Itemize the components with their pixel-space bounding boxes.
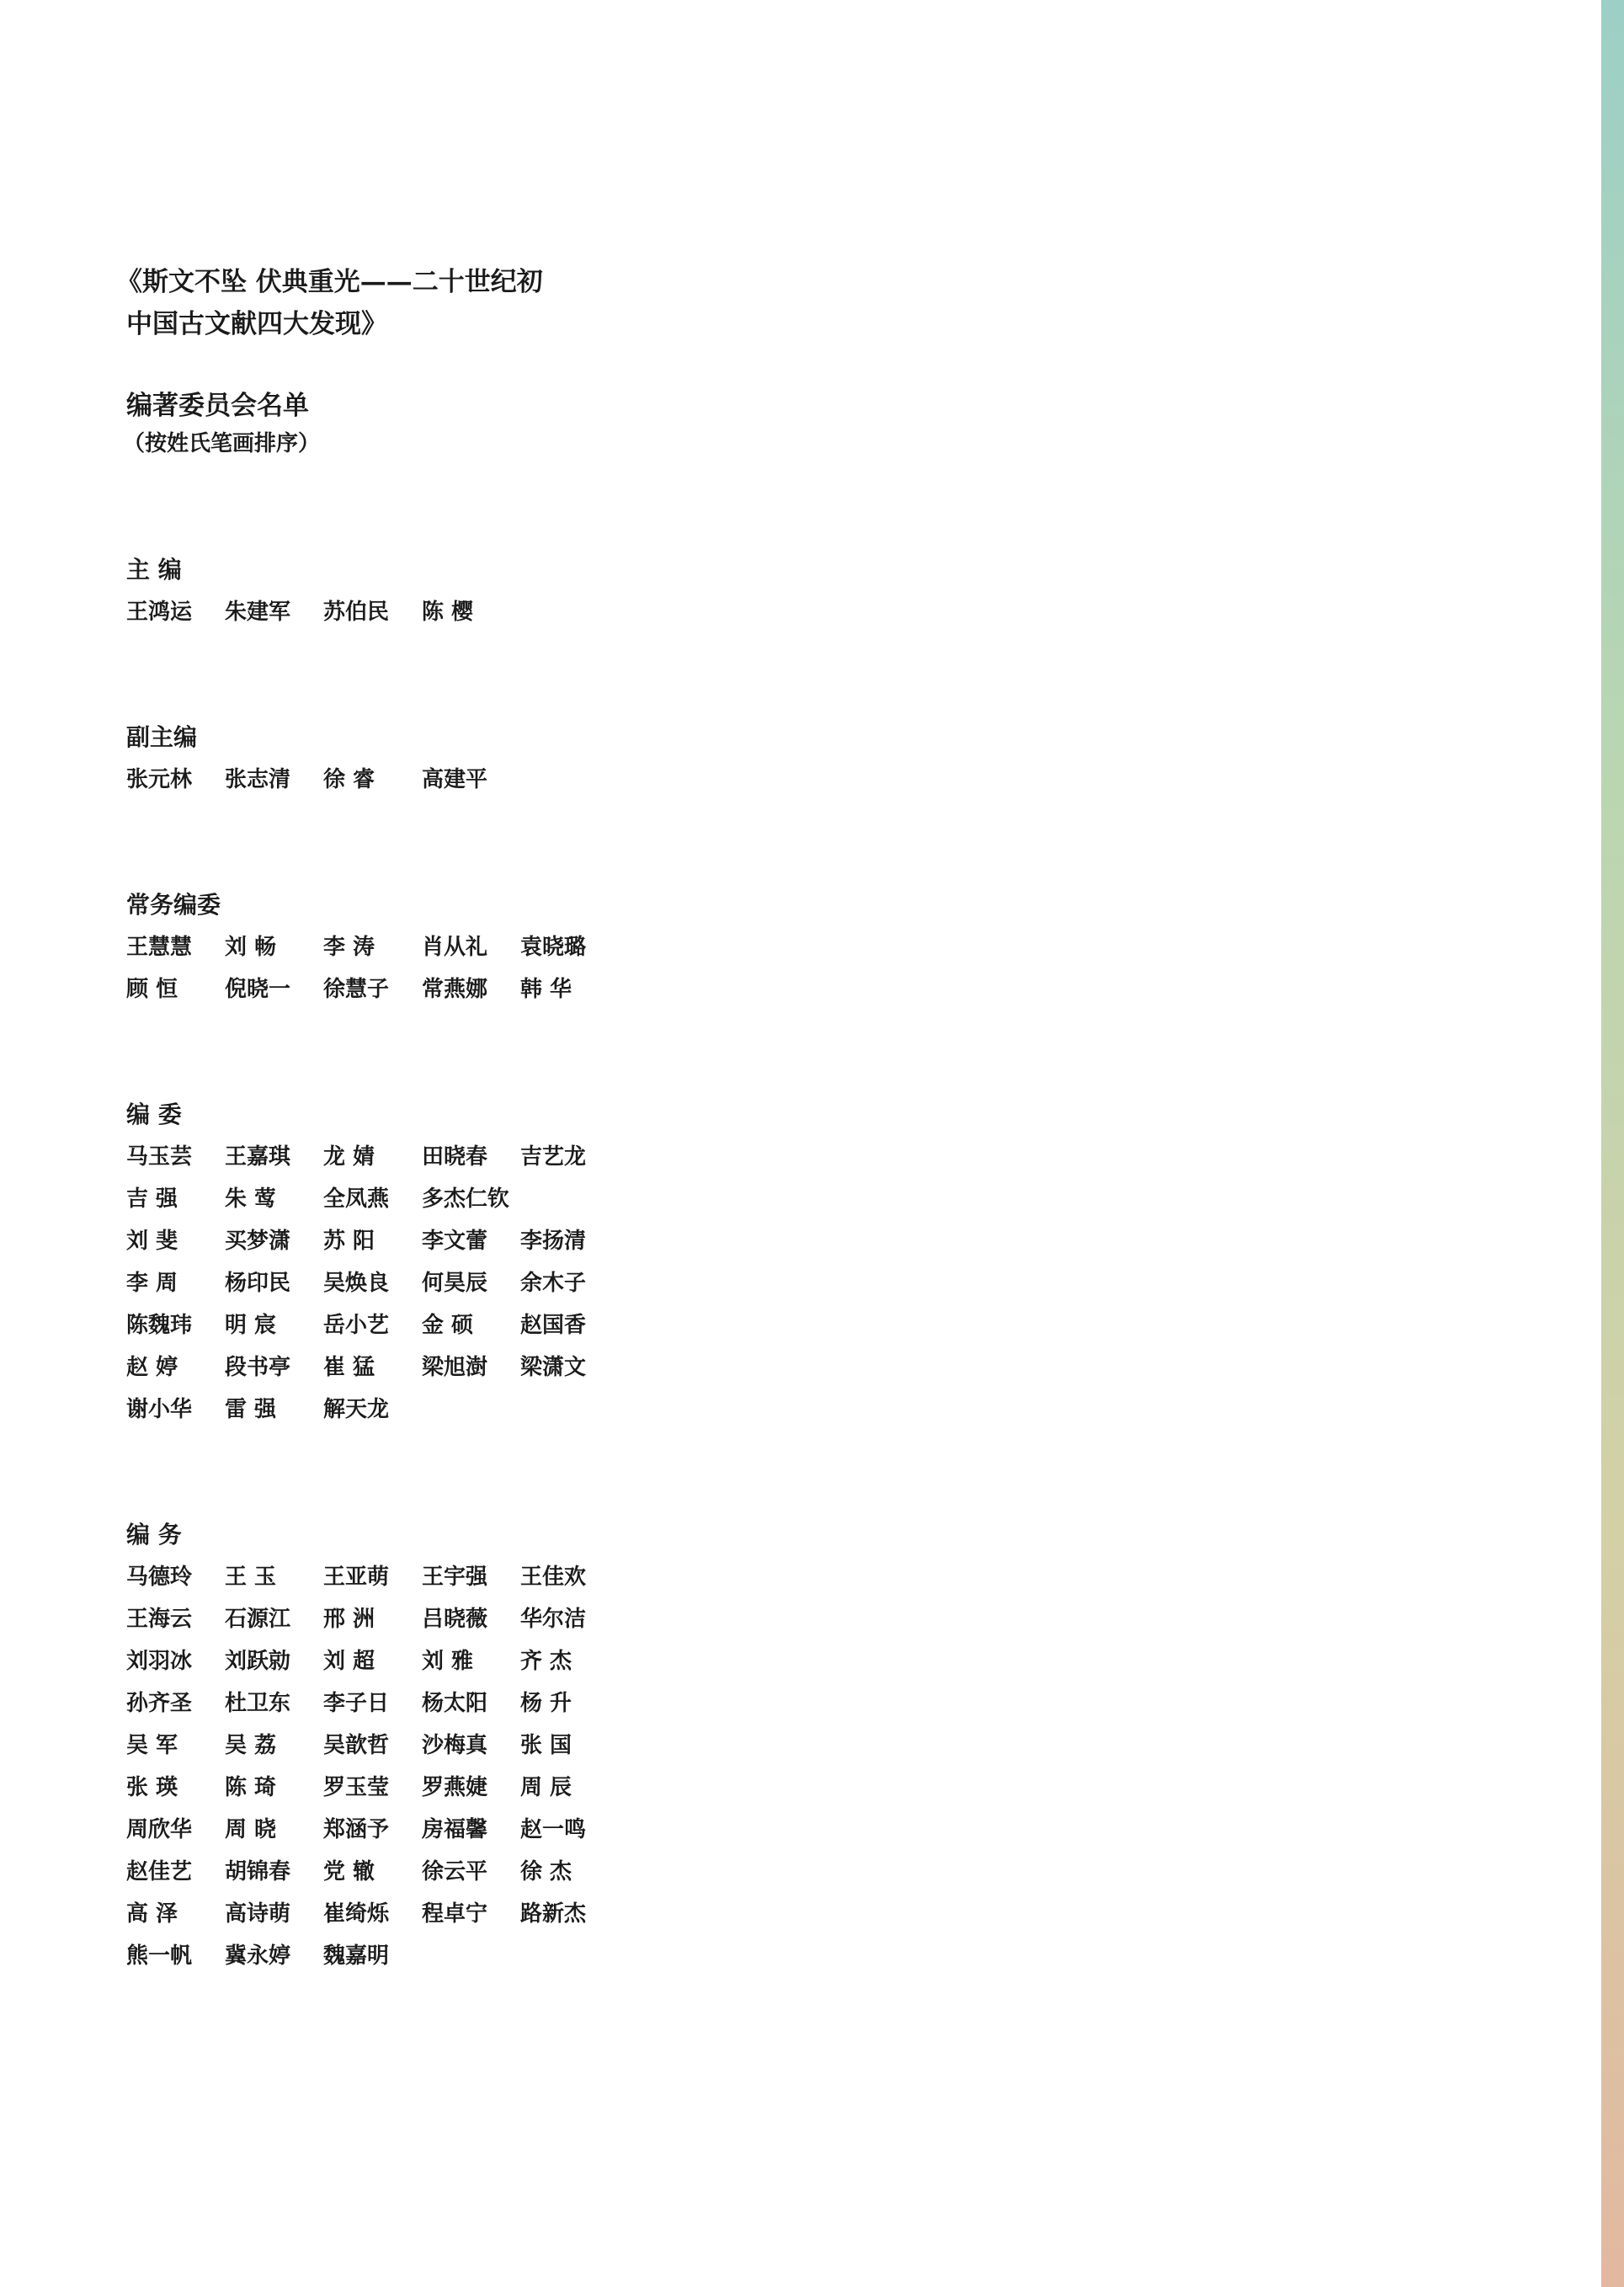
person-name: 王 玉 [225, 1565, 277, 1590]
person-name: 徐慧子 [323, 977, 390, 1002]
person-name: 赵一鸣 [520, 1817, 587, 1842]
person-name: 张元林 [126, 767, 193, 792]
person-name: 陈 樱 [422, 600, 474, 625]
person-name: 邢 洲 [323, 1607, 375, 1632]
person-name: 徐 睿 [323, 767, 375, 792]
person-name: 袁晓璐 [520, 935, 587, 960]
section-executive-editors [126, 884, 884, 1010]
person-name: 马玉芸 [126, 1144, 193, 1170]
person-name: 肖从礼 [422, 935, 488, 960]
person-name: 明 宸 [225, 1313, 277, 1338]
person-name: 路新杰 [520, 1901, 587, 1927]
person-name: 王宇强 [422, 1565, 488, 1590]
person-name: 周 辰 [520, 1775, 572, 1800]
book-title-line-1: 《斯文不坠 伏典重光——二十世纪初 [116, 267, 543, 297]
person-name: 赵 婷 [126, 1355, 178, 1380]
person-name: 房福馨 [422, 1817, 488, 1842]
person-name: 刘 畅 [225, 935, 277, 960]
person-name: 胡锦春 [225, 1859, 291, 1885]
person-name: 徐 杰 [520, 1859, 572, 1885]
person-name: 吕晓薇 [422, 1607, 488, 1632]
person-name: 吴歆哲 [323, 1733, 390, 1758]
name-list [126, 1136, 884, 1431]
section-title: 编 委 [126, 1101, 182, 1128]
person-name: 韩 华 [520, 977, 572, 1002]
person-name: 朱 莺 [225, 1186, 277, 1212]
name-list [126, 591, 884, 633]
committee-title: 编著委员会名单 [126, 391, 309, 421]
name-list [126, 759, 884, 801]
person-name: 陈 琦 [225, 1775, 277, 1800]
person-name: 顾 恒 [126, 977, 178, 1002]
person-name: 刘羽冰 [126, 1649, 193, 1674]
decorative-side-bar [1601, 0, 1624, 2287]
person-name: 金 硕 [422, 1313, 474, 1338]
person-name: 崔 猛 [323, 1355, 375, 1380]
person-name: 梁潇文 [520, 1355, 587, 1380]
person-name: 孙齐圣 [126, 1691, 193, 1716]
person-name: 龙 婧 [323, 1144, 375, 1170]
person-name: 李 周 [126, 1271, 178, 1296]
person-name: 石源江 [225, 1607, 291, 1632]
section-title: 常务编委 [126, 891, 221, 919]
person-name: 梁旭澍 [422, 1355, 488, 1380]
person-name: 王慧慧 [126, 935, 193, 960]
person-name: 高建平 [422, 767, 488, 792]
person-name: 罗燕婕 [422, 1775, 488, 1800]
person-name: 王佳欢 [520, 1565, 587, 1590]
person-name: 刘 雅 [422, 1649, 474, 1674]
person-name: 周欣华 [126, 1817, 193, 1842]
person-name: 余木子 [520, 1271, 587, 1296]
person-name: 吉艺龙 [520, 1144, 587, 1170]
person-name: 马德玲 [126, 1565, 193, 1590]
book-title-line-2: 中国古文献四大发现》 [126, 309, 387, 339]
person-name: 杜卫东 [225, 1691, 291, 1716]
section-title: 编 务 [126, 1521, 182, 1549]
person-name: 陈魏玮 [126, 1313, 193, 1338]
person-name: 高诗萌 [225, 1901, 291, 1927]
person-name: 魏嘉明 [323, 1943, 390, 1969]
person-name: 吴 军 [126, 1733, 178, 1758]
person-name: 熊一帆 [126, 1943, 193, 1969]
person-name: 倪晓一 [225, 977, 291, 1002]
person-name: 赵国香 [520, 1313, 587, 1338]
person-name: 程卓宁 [422, 1901, 488, 1927]
name-list [126, 926, 884, 1010]
person-name: 苏伯民 [323, 600, 390, 625]
person-name: 李文蕾 [422, 1229, 488, 1254]
person-name: 刘 超 [323, 1649, 375, 1674]
person-name: 朱建军 [225, 600, 291, 625]
name-list [126, 1556, 884, 1977]
person-name: 岳小艺 [323, 1313, 390, 1338]
person-name: 王亚萌 [323, 1565, 390, 1590]
page-content [116, 261, 884, 1977]
person-name: 全凤燕 [323, 1186, 390, 1212]
book-title [116, 261, 884, 345]
person-name: 苏 阳 [323, 1229, 375, 1254]
person-name: 冀永婷 [225, 1943, 291, 1969]
person-name: 何昊辰 [422, 1271, 488, 1296]
person-name: 常燕娜 [422, 977, 488, 1002]
person-name: 吴 荔 [225, 1733, 277, 1758]
person-name: 谢小华 [126, 1397, 193, 1422]
person-name: 李子日 [323, 1691, 390, 1716]
person-name: 吉 强 [126, 1186, 178, 1212]
person-name: 齐 杰 [520, 1649, 572, 1674]
person-name: 李扬清 [520, 1229, 587, 1254]
section-chief-editors [126, 549, 884, 633]
person-name: 沙梅真 [422, 1733, 488, 1758]
person-name: 杨 升 [520, 1691, 572, 1716]
person-name: 张 瑛 [126, 1775, 178, 1800]
person-name: 王海云 [126, 1607, 193, 1632]
person-name: 段书亭 [225, 1355, 291, 1380]
person-name: 多杰仁钦 [422, 1186, 510, 1212]
person-name: 华尔洁 [520, 1607, 587, 1632]
person-name: 田晓春 [422, 1144, 488, 1170]
sort-note: （按姓氏笔画排序） [123, 431, 321, 456]
section-deputy-chief-editors [126, 717, 884, 801]
person-name: 吴焕良 [323, 1271, 390, 1296]
person-name: 赵佳艺 [126, 1859, 193, 1885]
person-name: 张志清 [225, 767, 291, 792]
section-editorial-board [126, 1094, 884, 1431]
person-name: 周 晓 [225, 1817, 277, 1842]
person-name: 王嘉琪 [225, 1144, 291, 1170]
person-name: 杨太阳 [422, 1691, 488, 1716]
person-name: 买梦潇 [225, 1229, 291, 1254]
person-name: 张 国 [520, 1733, 572, 1758]
section-editorial-affairs [126, 1514, 884, 1977]
person-name: 罗玉莹 [323, 1775, 390, 1800]
person-name: 崔绮烁 [323, 1901, 390, 1927]
person-name: 李 涛 [323, 935, 375, 960]
person-name: 徐云平 [422, 1859, 488, 1885]
person-name: 解天龙 [323, 1397, 390, 1422]
section-title: 主 编 [126, 556, 182, 584]
person-name: 高 泽 [126, 1901, 178, 1927]
person-name: 刘跃勍 [225, 1649, 291, 1674]
person-name: 郑涵予 [323, 1817, 390, 1842]
person-name: 刘 斐 [126, 1229, 178, 1254]
person-name: 雷 强 [225, 1397, 277, 1422]
person-name: 杨印民 [225, 1271, 291, 1296]
person-name: 王鸿运 [126, 600, 193, 625]
section-title: 副主编 [126, 723, 198, 751]
person-name: 党 辙 [323, 1859, 375, 1885]
